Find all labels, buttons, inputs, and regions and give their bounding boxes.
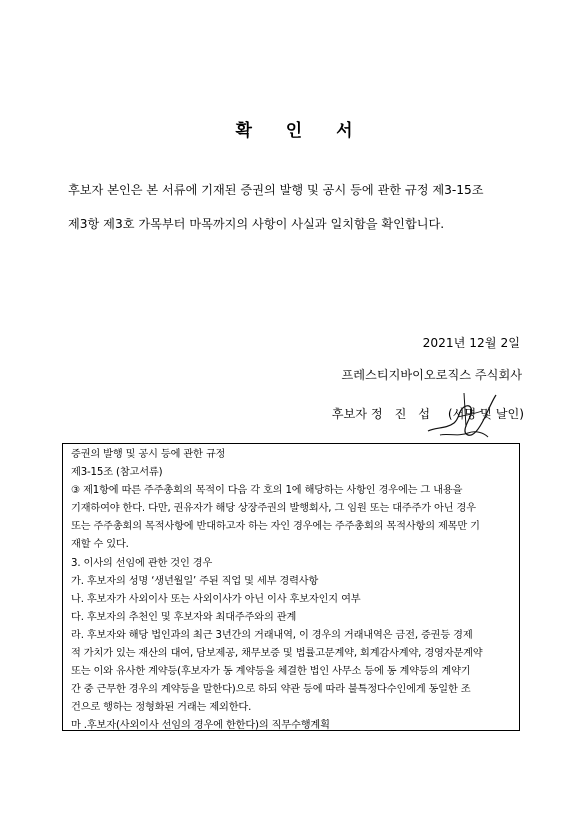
regulation-line: 가. 후보자의 성명 ‘생년월일’ 주된 직업 및 세부 경력사항 xyxy=(71,575,319,587)
reference-regulation-box xyxy=(62,443,520,731)
document-title: 확 인 서 xyxy=(235,121,367,141)
regulation-line: 증권의 발행 및 공시 등에 관한 규정 xyxy=(71,449,226,460)
regulation-line: 건으로 행하는 정형화된 거래는 제외한다. xyxy=(71,702,252,714)
regulation-line: 적 가치가 있는 재산의 대여, 담보제공, 채무보증 및 법률고문계약, 회계감사계약, 경영자문계약 xyxy=(71,648,483,660)
regulation-line: 재할 수 있다. xyxy=(71,539,129,551)
regulation-line: 나. 후보자가 사외이사 또는 사외이사가 아닌 이사 후보자인지 여부 xyxy=(71,593,361,605)
signer-name: 정 진 섭 xyxy=(370,407,434,421)
regulation-line: 다. 후보자의 추천인 및 후보자와 최대주주와의 관계 xyxy=(71,611,297,623)
regulation-line: 제3-15조 (참고서류) xyxy=(71,467,163,479)
regulation-line: 라. 후보자와 해당 법인과의 최근 3년간의 거래내역, 이 경우의 거래내역은 금전, 증권등 경제 xyxy=(71,629,473,641)
signer-line xyxy=(332,405,524,422)
company-name: 프레스티지바이오로직스 주식회사 xyxy=(341,368,522,382)
document-date: 2021년 12월 2일 xyxy=(422,336,520,350)
confirmation-text-line-2: 제3항 제3호 가목부터 마목까지의 사항이 사실과 일치함을 확인합니다. xyxy=(68,217,445,231)
regulation-line: 3. 이사의 선임에 관한 것인 경우 xyxy=(71,557,213,569)
confirmation-text-line-1: 후보자 본인은 본 서류에 기재된 증권의 발행 및 공시 등에 관한 규정 제3-15조 xyxy=(68,183,484,197)
sign-note: (서명 및 날인) xyxy=(447,407,524,421)
regulation-line: 또는 주주총회의 목적사항에 반대하고자 하는 자인 경우에는 주주총회의 목적사항의 제목만 기 xyxy=(71,521,480,533)
regulation-line: 간 중 근무한 경우의 계약등을 말한다)으로 하되 약관 등에 따라 불특정다수인에게 동일한 조 xyxy=(71,684,471,696)
regulation-line: 마 .후보자(사외이사 선임의 경우에 한한다)의 직무수행계획 xyxy=(71,720,330,732)
regulation-line: 기재하여야 한다. 다만, 권유자가 해당 상장주권의 발행회사, 그 임원 또는 대주주가 아닌 경우 xyxy=(71,503,476,515)
regulation-line: 또는 이와 유사한 계약등(후보자가 동 계약등을 체결한 법인 사무소 등에 동 계약등의 계약기 xyxy=(71,666,471,678)
signer-label: 후보자 xyxy=(331,407,368,421)
regulation-line: ③ 제1항에 따른 주주총회의 목적이 다음 각 호의 1에 해당하는 사항인 경우에는 그 내용을 xyxy=(71,485,463,497)
